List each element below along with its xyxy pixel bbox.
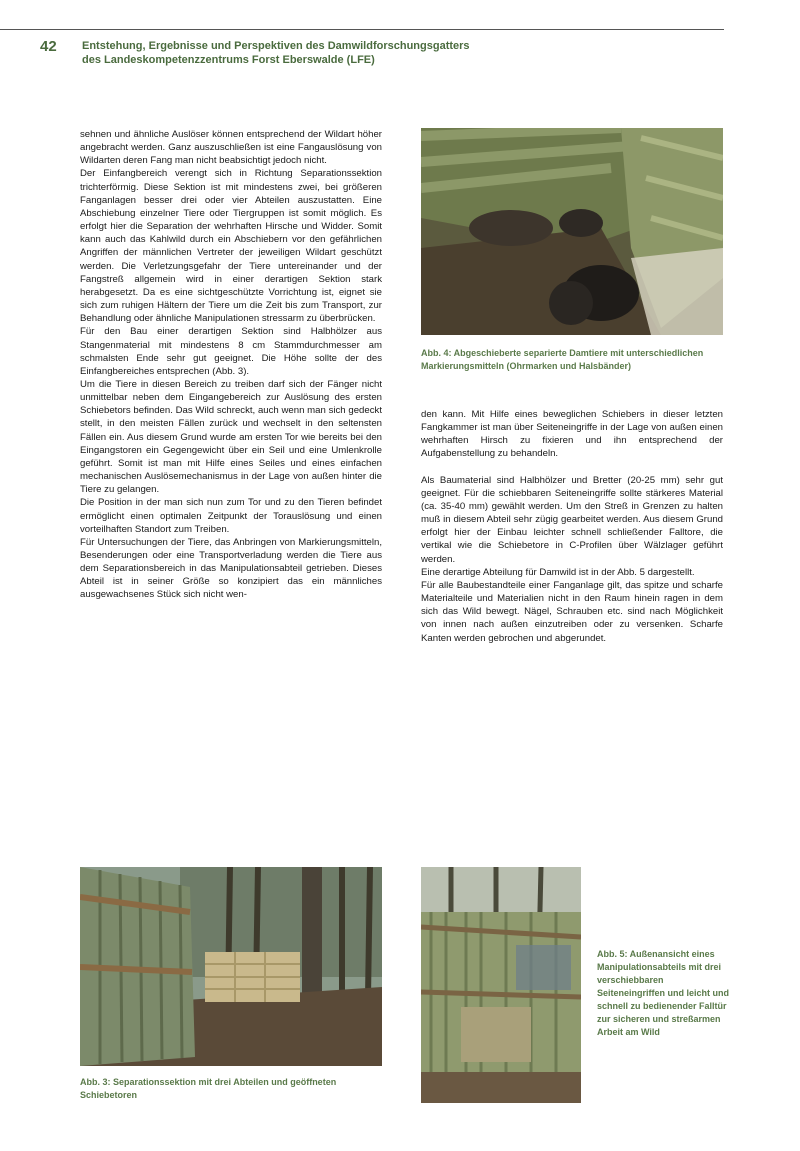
photo-separated-deer xyxy=(421,128,723,335)
paragraph: Eine derartige Abteilung für Damwild ist in der Abb. 5 dargestellt. xyxy=(421,566,695,578)
paragraph: Der Einfangbereich verengt sich in Richtung Separationssektion trichterförmig. Diese Sektion ist mit mindestens zwei, bei größeren Fanganlagen besser drei oder vier Abteilen auszustatten. Eine Abschiebung einzelner Tiere oder Tiergruppen ist somit möglich. Es erfolgt hier die Separation der wehrhaften Hirsche und Widder. Somit kann auch das Kahlwild durch ein Abschiebern vor den gefährlichen Angriffen der männlichen Vertreter der jeweiligen Wildart geschützt werden. Die Verletzungsgefahr der Tiere untereinander und der Fangstreß allgemein wird in einer derartigen Sektion stark herabgesetzt. Da es eine sichtgeschützte Vorrichtung ist, eignet sie sich zum ruhigen Hältern der Tiere um die Zeit bis zum Transport, zur Behandlung oder ähnliche Manipulationen stressarm zu überbrücken. xyxy=(80,168,382,325)
text-column-left xyxy=(80,128,382,602)
paragraph: Für den Bau einer derartigen Sektion sind Halbhölzer aus Stangenmaterial mit mindestens 8 cm Stammdurchmesser am schmalsten Ende sehr gut geeignet. Die Höhe sollte der des Einfangbereiches entsprechen (Abb. 3). xyxy=(80,326,382,377)
text-column-right xyxy=(421,408,723,645)
paragraph: Um die Tiere in diesen Bereich zu treiben darf sich der Fänger nicht unmittelbar neben dem Eingangebereich zur Auslösung des ersten Schiebetors befinden. Das Wild schreckt, auch wenn man sich gedeckt stellt, in den meisten Fällen zurück und wechselt in den seltensten Fällen ein. Aus diesem Grund wurde am ersten Tor wie bereits bei den Eingangstoren ein Gegengewicht über ein Seil und eine Umlenkrolle geführt. Somit ist man mit Hilfe eines Seiles und eines einfachen mechanischen Auslösemechanismus in der Lage von außen hinter die Tiere zu gelangen. xyxy=(80,378,382,496)
paragraph: Für Untersuchungen der Tiere, das Anbringen von Markierungsmitteln, Besenderungen oder eine Transportverladung werden die Tiere aus dem Separationsbereich in das Manipulationsabteil getrieben. Dieses Abteil ist in seiner Größe so konzipiert das ein männliches ausgewachsenes Stück sich nicht wen- xyxy=(80,536,382,601)
paragraph: Für alle Baubestandteile einer Fanganlage gilt, das spitze und scharfe Materialteile und Materialien nicht in den Raum hinein ragen in dem sich das Wild bewegt. Nägel, Schrauben etc. sind nach Möglichkeit von innen nach außen einzutreiben oder zu versenken. Scharfe Kanten werden gebrochen und abgerundet. xyxy=(421,579,723,644)
page-number: 42 xyxy=(40,38,57,55)
running-header-line-1: Entstehung, Ergebnisse und Perspektiven des Damwildforschungsgatters xyxy=(82,40,470,52)
figure-caption-abb-3: Abb. 3: Separationssektion mit drei Abteilen und geöffneten Schiebetoren xyxy=(80,1077,337,1100)
running-header-line-2: des Landeskompetenzzentrums Forst Eberswalde (LFE) xyxy=(82,54,375,66)
paragraph: Als Baumaterial sind Halbhölzer und Bretter (20-25 mm) sehr gut geeignet. Für die schiebbaren Seiteneingriffe sollte stärkeres Material (ca. 35-40 mm) gewählt werden. Um den Streß in Grenzen zu halten muß in diesem Abteil sehr zügig gearbeitet werden. Aus diesem Grund erfolgt hier der Einbau leichter schnell schließender Falltore, die vertikal wie die Schiebetore in C-Profilen über Wälzlager geführt werden. xyxy=(421,474,723,565)
photo-manipulation-section xyxy=(421,867,581,1103)
photo-separation-section xyxy=(80,867,382,1066)
figure-caption-abb-5: Abb. 5: Außenansicht eines Manipulationsabteils mit drei verschiebbaren Seiteneingriffen und leicht und schnell zu bedienender Falltür zur sicheren und streßarmen Arbeit am Wild xyxy=(597,949,730,1037)
figure-caption-abb-4: Abb. 4: Abgeschieberte separierte Damtiere mit unterschiedlichen Markierungsmitteln (Ohrmarken und Halsbänder) xyxy=(421,348,704,371)
paragraph: sehnen und ähnliche Auslöser können entsprechend der Wildart höher angebracht werden. Ganz auszuschließen ist eine Fangauslösung von Wildarten deren Fang man nicht beabsichtigt jedoch nicht. xyxy=(80,129,382,167)
paragraph: den kann. Mit Hilfe eines beweglichen Schiebers in dieser letzten Fangkammer ist man über Seiteneingriffe in der Lage von außen einen wehrhaften Hirsch zu fixieren und ihn entsprechend der Aufgabenstellung zu behandeln. xyxy=(421,409,723,460)
running-header xyxy=(82,39,470,67)
header-rule xyxy=(0,29,724,30)
paragraph: Die Position in der man sich nun zum Tor und zu den Tieren befindet ermöglicht einen optimalen Zeitpunkt der Torauslösung und einen vorteilhaften Standort zum Treiben. xyxy=(80,497,382,535)
